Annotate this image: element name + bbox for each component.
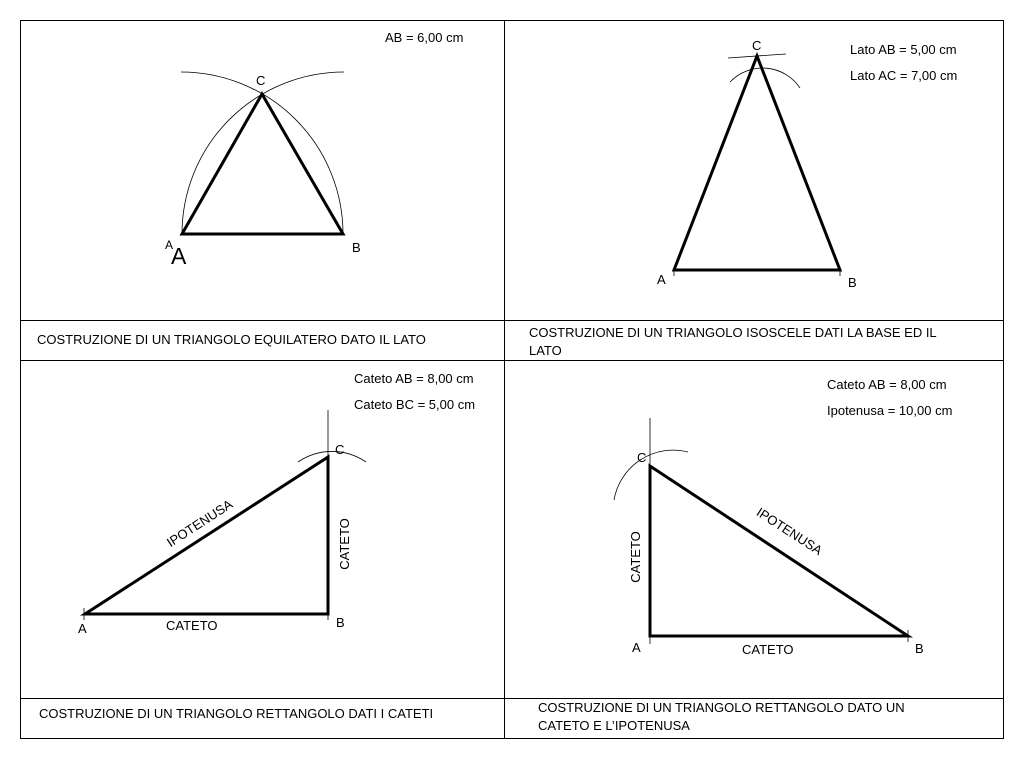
isosceles-triangle [674, 56, 840, 270]
construction-arc-at-c [298, 451, 366, 462]
panel-isosceles [529, 38, 957, 358]
vertex-b-label: B [352, 240, 361, 255]
hypotenuse-label: IPOTENUSA [163, 496, 236, 550]
given-side-ab: AB = 6,00 cm [385, 30, 464, 45]
vertex-a-label-large: A [171, 243, 187, 269]
vertex-c-label: C [752, 38, 762, 53]
leg-bottom-label: CATETO [166, 618, 218, 633]
given-leg-ab: Cateto AB = 8,00 cm [827, 377, 947, 392]
given-side-ab: Lato AB = 5,00 cm [850, 42, 957, 57]
caption-isosceles-line2: LATO [529, 343, 562, 358]
vertex-c-label: C [256, 73, 266, 88]
caption-right-leg-hypotenuse-line2: CATETO E L’IPOTENUSA [538, 718, 690, 733]
hypotenuse-label: IPOTENUSA [753, 504, 826, 558]
vertex-a-label: A [632, 640, 641, 655]
given-side-ac: Lato AC = 7,00 cm [850, 68, 958, 83]
vertex-b-label: B [336, 615, 345, 630]
given-hypotenuse: Ipotenusa = 10,00 cm [827, 403, 953, 418]
caption-isosceles-line1: COSTRUZIONE DI UN TRIANGOLO ISOSCELE DATI LA BASE ED IL [529, 325, 937, 340]
caption-right-leg-hypotenuse-line1: COSTRUZIONE DI UN TRIANGOLO RETTANGOLO DATO UN [538, 700, 905, 715]
given-leg-ab: Cateto AB = 8,00 cm [354, 371, 474, 386]
vertex-a-label: A [165, 238, 174, 252]
right-triangle-hypotenuse [650, 466, 908, 636]
panel-right-two-legs [39, 371, 475, 721]
leg-vertical-label: CATETO [628, 531, 643, 583]
panel-right-leg-hypotenuse [538, 377, 952, 733]
given-leg-bc: Cateto BC = 5,00 cm [354, 397, 476, 412]
leg-bottom-label: CATETO [742, 642, 794, 657]
vertex-b-label: B [915, 641, 924, 656]
panel-equilateral [37, 30, 463, 347]
equilateral-triangle [182, 94, 343, 234]
caption-equilateral: COSTRUZIONE DI UN TRIANGOLO EQUILATERO DATO IL LATO [37, 332, 426, 347]
vertex-b-label: B [848, 275, 857, 290]
vertex-a-label: A [657, 272, 666, 287]
vertex-c-label: C [335, 442, 345, 457]
right-triangle-legs [85, 457, 328, 614]
caption-right-two-legs: COSTRUZIONE DI UN TRIANGOLO RETTANGOLO DATI I CATETI [39, 706, 434, 721]
vertex-a-label: A [78, 621, 87, 636]
vertex-c-label: C [637, 450, 647, 465]
leg-vertical-label: CATETO [337, 518, 352, 570]
